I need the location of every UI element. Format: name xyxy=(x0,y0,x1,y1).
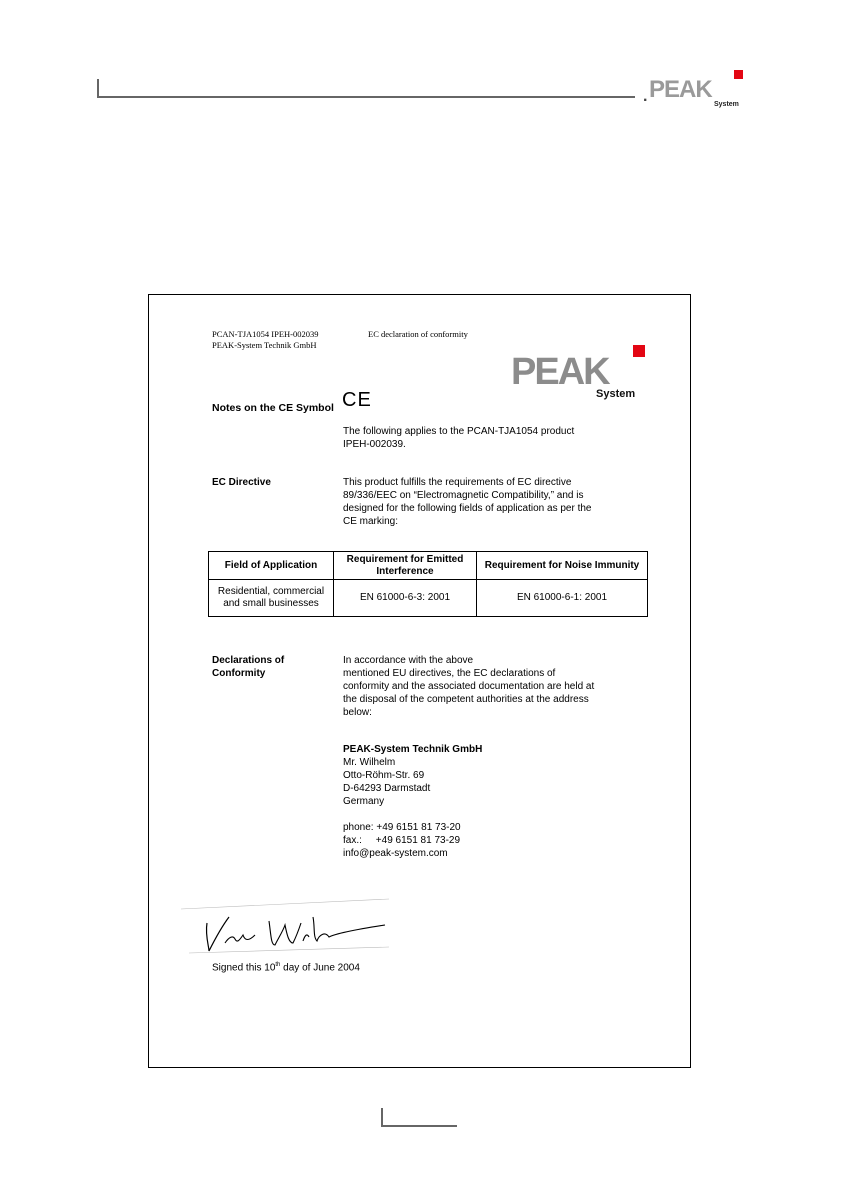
certificate-logo-wordmark: PEAK xyxy=(511,351,609,393)
company-reference: PEAK-System Technik GmbH xyxy=(212,340,317,350)
directive-line: CE marking: xyxy=(343,516,399,527)
address-country: Germany xyxy=(343,796,385,807)
phone-number: phone: +49 6151 81 73-20 xyxy=(343,822,461,833)
table-cell: EN 61000-6-1: 2001 xyxy=(477,580,648,617)
table-cell: EN 61000-6-3: 2001 xyxy=(334,580,477,617)
declarations-line: In accordance with the above xyxy=(343,655,474,666)
logo-red-square xyxy=(734,70,743,79)
peak-logo xyxy=(643,70,748,112)
directive-line: 89/336/EEC on “Electromagnetic Compatibility,” and is xyxy=(343,490,584,501)
product-reference: PCAN-TJA1054 IPEH-002039 xyxy=(212,329,319,339)
table-row xyxy=(209,580,648,617)
ce-text-line-1: The following applies to the PCAN-TJA1054 product xyxy=(343,426,575,437)
ce-text-line-2: IPEH-002039. xyxy=(343,439,406,450)
application-table xyxy=(208,551,648,617)
declarations-heading-line-1: Declarations of xyxy=(212,655,285,666)
table-header: Requirement for Emitted Interference xyxy=(334,552,477,580)
fax-number: fax.: +49 6151 81 73-29 xyxy=(343,835,461,846)
document-type: EC declaration of conformity xyxy=(368,329,468,339)
ce-mark-icon: CE xyxy=(342,389,372,411)
logo-dot: . xyxy=(643,88,648,105)
signed-date-suffix: day of June 2004 xyxy=(280,962,360,974)
table-header: Field of Application xyxy=(209,552,334,580)
table-header: Requirement for Noise Immunity xyxy=(477,552,648,580)
declarations-line: mentioned EU directives, the EC declarations of xyxy=(343,668,556,679)
ec-declaration-certificate xyxy=(148,294,691,1068)
directive-line: This product fulfills the requirements of EC directive xyxy=(343,477,572,488)
certificate-logo-red-square xyxy=(633,345,645,357)
signed-date xyxy=(212,959,360,975)
certificate-logo-subtitle: System xyxy=(596,388,636,400)
address-city: D-64293 Darmstadt xyxy=(343,783,431,794)
footer-rule-vertical xyxy=(381,1108,383,1126)
table-header-row xyxy=(209,552,648,580)
footer-rule xyxy=(381,1125,457,1127)
email-address: info@peak-system.com xyxy=(343,848,448,859)
table-cell: Residential, commercial and small businesses xyxy=(209,580,334,617)
declarations-line: the disposal of the competent authorities at the address xyxy=(343,694,589,705)
logo-wordmark: PEAK xyxy=(649,76,712,103)
address-street: Otto-Röhm-Str. 69 xyxy=(343,770,425,781)
header-rule-vertical xyxy=(97,79,99,97)
declarations-heading-line-2: Conformity xyxy=(212,668,266,679)
directive-line: designed for the following fields of application as per the xyxy=(343,503,592,514)
address-company: PEAK-System Technik GmbH xyxy=(343,744,483,755)
handwritten-signature xyxy=(179,895,399,965)
certificate-peak-logo xyxy=(511,345,651,405)
header-rule xyxy=(97,96,635,98)
ce-heading: Notes on the CE Symbol xyxy=(212,402,334,414)
logo-subtitle: System xyxy=(714,101,739,108)
address-person: Mr. Wilhelm xyxy=(343,757,396,768)
directive-heading: EC Directive xyxy=(212,477,271,488)
declarations-line: below: xyxy=(343,707,372,718)
signed-date-superscript: th xyxy=(275,962,281,968)
signed-date-prefix: Signed this 10 xyxy=(212,962,276,974)
declarations-line: conformity and the associated documentation are held at xyxy=(343,681,595,692)
